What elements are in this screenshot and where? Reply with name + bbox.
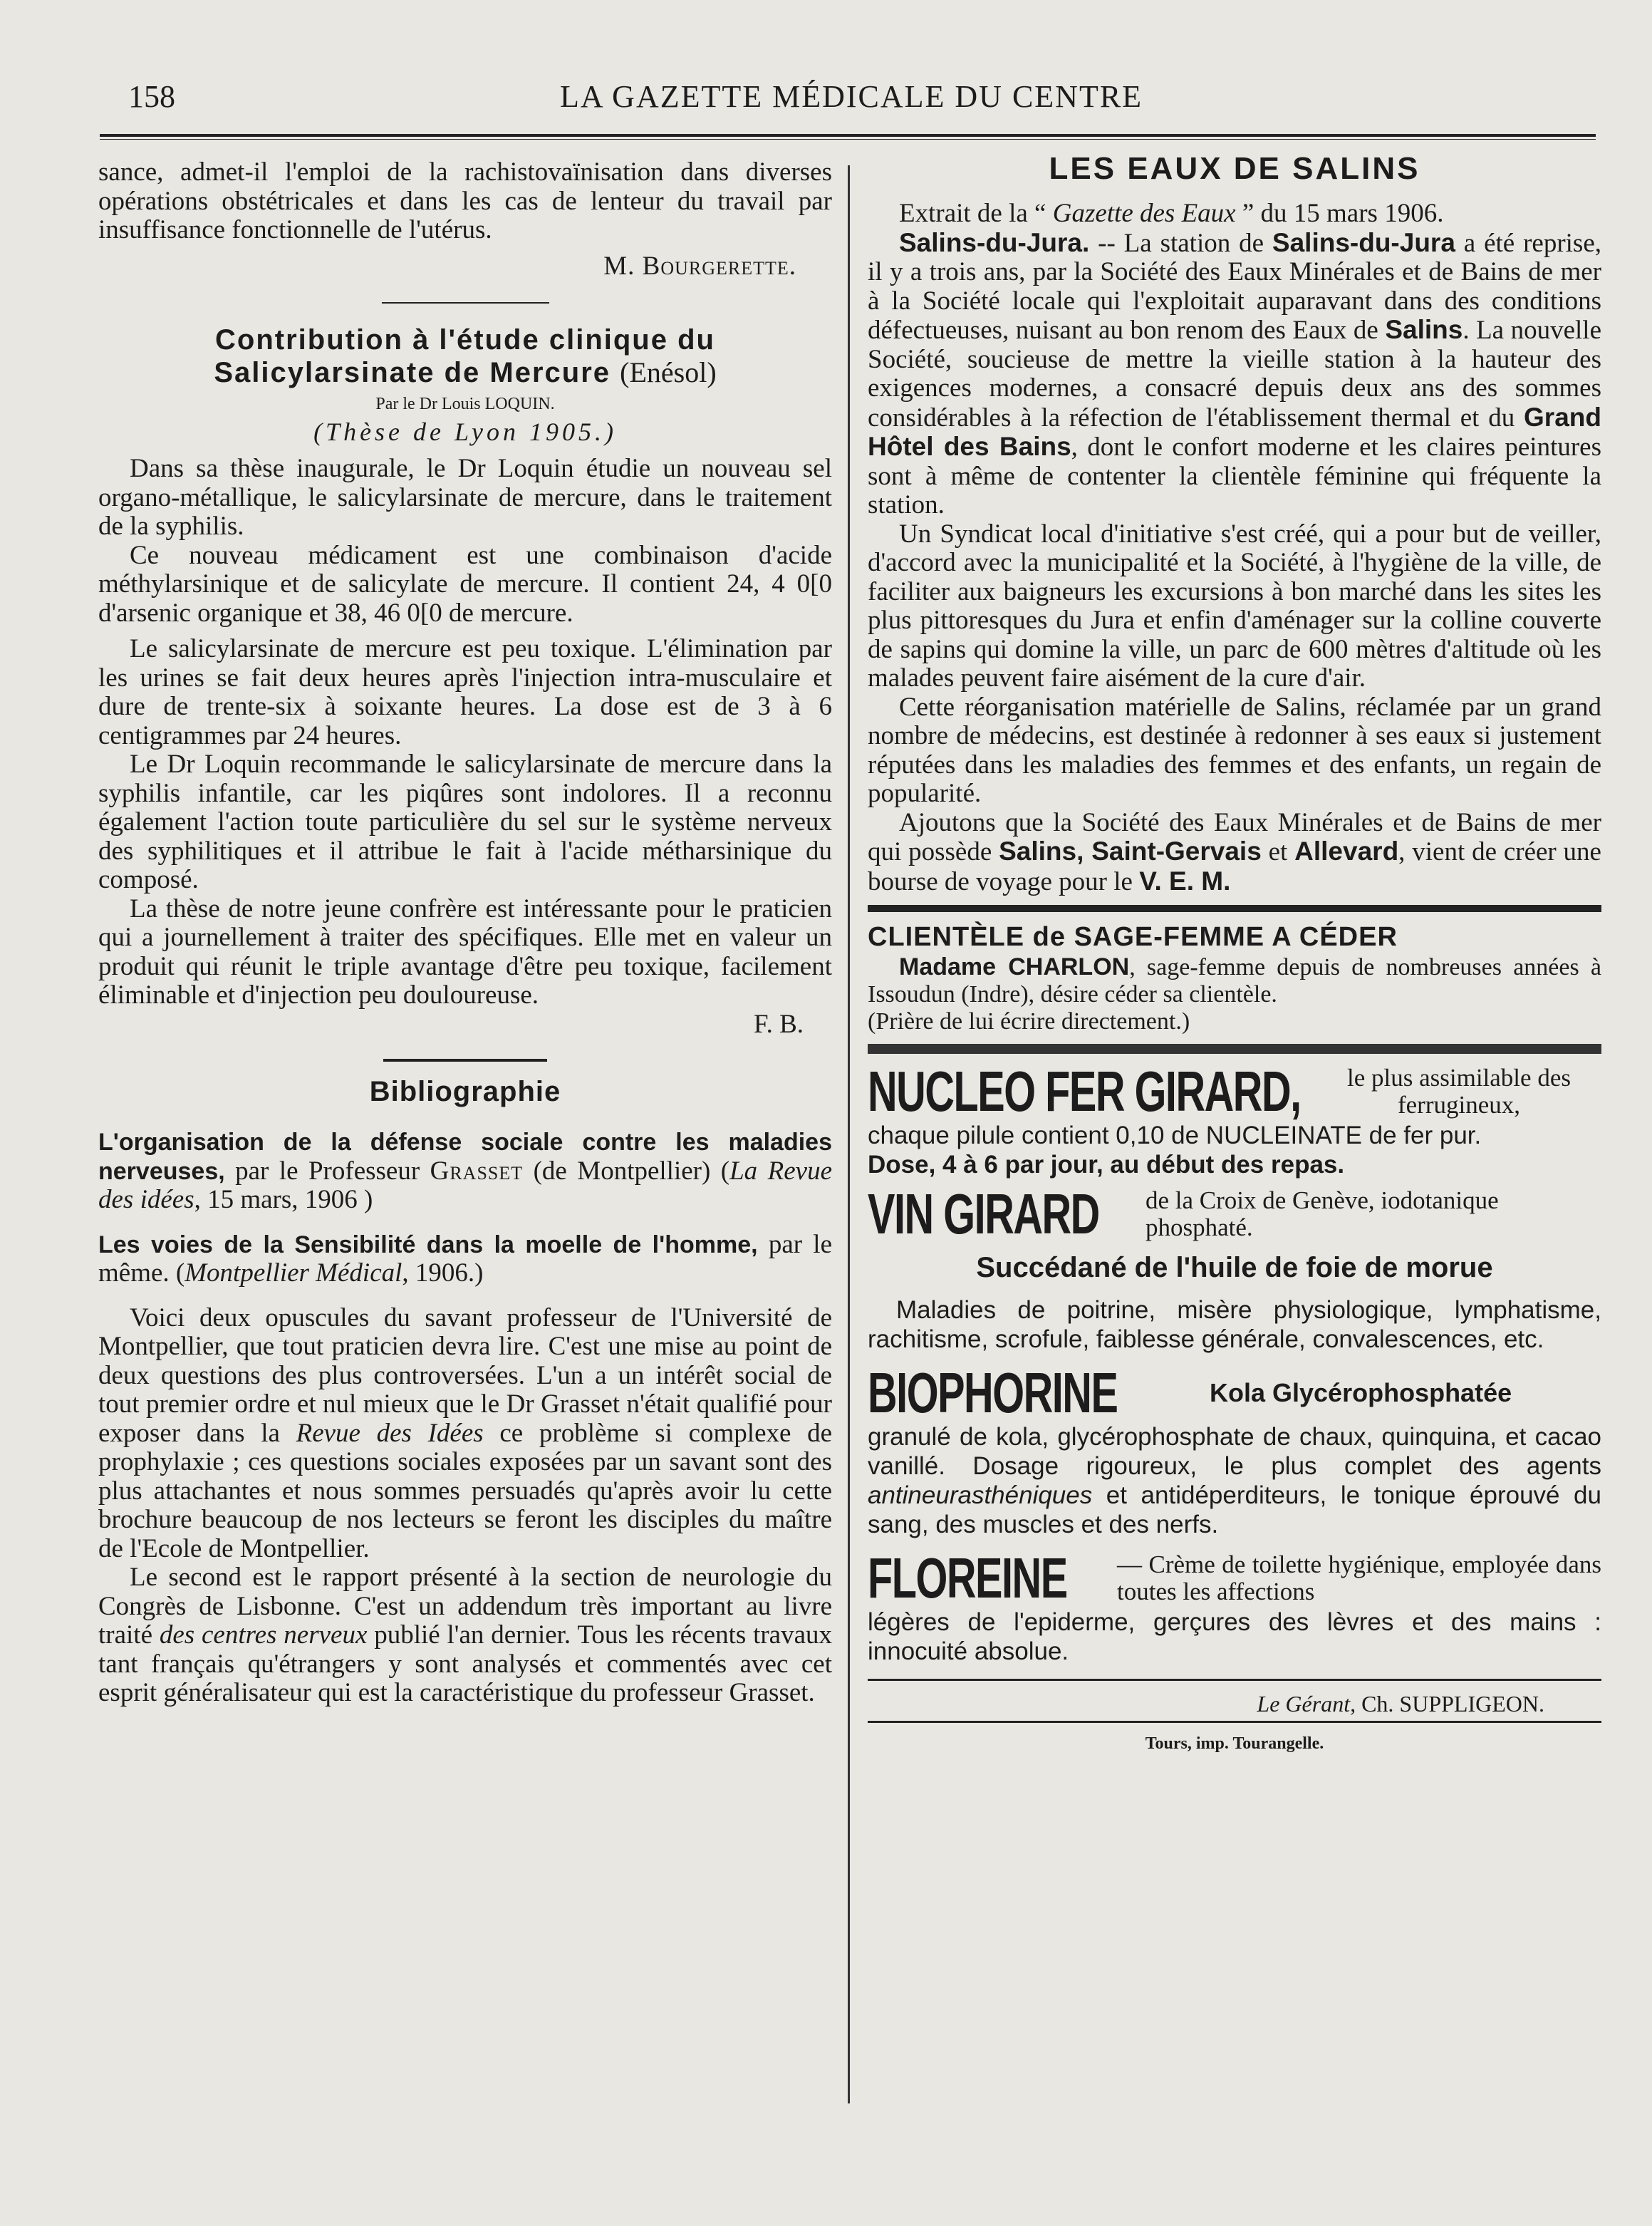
left-column <box>98 158 832 1708</box>
clientele-text: Madame CHARLON, sage-femme depuis de nombreuses années à Issoudun (Indre), désire céder sa clientèle. <box>868 953 1602 1008</box>
vin-subtitle: Succédané de l'huile de foie de morue <box>976 1252 1493 1283</box>
right-column <box>868 151 1601 1754</box>
eaux-title: LES EAUX DE SALINS <box>1049 151 1420 186</box>
nucleo-line: chaque pilule contient 0,10 de NUCLEINATE de fer pur. <box>868 1122 1482 1149</box>
flo-brand: FLOREINE <box>868 1546 1067 1610</box>
bibliography-heading: Bibliographie <box>369 1076 561 1107</box>
eaux-extract-line: Extrait de la “ Gazette des Eaux ” du 15 mars 1906. <box>899 199 1444 228</box>
article-paragraph: Le salicylarsinate de mercure est peu toxique. L'élimination par les urines se fait deux heures après l'injection intra-musculaire et dure de trente-six à soixante heures. La dose est de 3 à 6 centigrammes par 24 heures. <box>98 634 832 750</box>
article-signature: F. B. <box>753 1009 804 1039</box>
column-divider <box>848 165 850 2103</box>
bibliography-item: L'organisation de la défense sociale contre les maladies nerveuses, par le Professeur Grasset (de Montpellier) (La Revue des idées, 15 mars, 1906 ) <box>98 1129 832 1214</box>
bibliography-paragraph: Voici deux opuscules du savant professeur de l'Université de Montpellier, que tout praticien devra lire. C'est une mise au point de deux questions des plus controversées. L'un a un intérêt social de tout premier ordre et nul mieux que le Dr Grasset n'était qualifié pour exposer dans la Revue des Idées ce problème si complexe de prophylaxie ; ces questions sociales exposées par un savant sont des plus attachantes et nous sommes persuadés qu'après avoir lu cette brochure beaucoup de nos lecteurs se feront les disciples du maître de l'Ecole de Montpellier. <box>98 1303 833 1563</box>
vin-ad-header <box>868 1182 1601 1246</box>
bio-text: granulé de kola, glycérophosphate de chaux, quinquina, et cacao vanillé. Dosage rigoureux, le plus complet des agents antineurasthéniques et antidéperditeurs, le tonique éprouvé du sang, des muscles et des nerfs. <box>868 1423 1601 1538</box>
article-byline: Par le Dr Louis LOQUIN. <box>375 395 555 413</box>
intro-paragraph: sance, admet-il l'emploi de la rachistovaïnisation dans diverses opérations obstétricales et dans les cas de lenteur du travail par insuffisance fonctionnelle de l'utérus. <box>98 157 832 244</box>
vin-tagline: de la Croix de Genève, iodotanique phosphaté. <box>1146 1186 1499 1241</box>
eaux-paragraph: Un Syndicat local d'initiative s'est créé, qui a pour but de veiller, d'accord avec la municipalité et la Société, à l'hygiène de la ville, de faciliter aux baigneurs les excursions à bon marché dans les sites les plus pittoresques du Jura et enfin d'aménager sur la colline couverte de sapins qui domine la ville, un parc de 600 mètres d'altitude où les malades peuvent faire aisément de la cure d'air. <box>868 519 1601 693</box>
flo-text: légères de l'epiderme, gerçures des lèvres et des mains : innocuité absolue. <box>868 1608 1601 1665</box>
header-rule <box>100 134 1596 140</box>
page-header <box>100 71 1603 128</box>
clientele-title: CLIENTÈLE de SAGE-FEMME A CÉDER <box>868 922 1398 952</box>
nucleo-dose: Dose, 4 à 6 par jour, au début des repas. <box>868 1151 1345 1179</box>
flo-ad-header <box>868 1546 1601 1610</box>
footer-rule <box>868 1721 1601 1723</box>
page-number: 158 <box>128 79 175 114</box>
eaux-paragraph: Salins-du-Jura. -- La station de Salins-du-Jura a été reprise, il y a trois ans, par la Société des Eaux Minérales et de Bains de mer à la Société locale qui l'exploitait auparavant dans des conditions défectueuses, nuisant au bon renom des Eaux de Salins. La nouvelle Société, soucieuse de mettre la vieille station à la hauteur des exigences modernes, a consacré depuis deux ans des sommes considérables à la réfection de l'établissement thermal et du Grand Hôtel des Bains, dont le confort moderne et les claires peintures sont à même de contenter la clientèle féminine qui fréquente la station. <box>868 227 1602 519</box>
printer-line: Tours, imp. Tourangelle. <box>1145 1734 1324 1753</box>
article-title <box>98 323 832 389</box>
journal-title: LA GAZETTE MÉDICALE DU CENTRE <box>559 79 1143 114</box>
article-title-line-2: Salicylarsinate de Mercure <box>214 357 611 388</box>
intro-signature: M. Bourgerette. <box>603 251 796 281</box>
footer-rule <box>868 1679 1601 1681</box>
bibliography-item: Les voies de la Sensibilité dans la moelle de l'homme, par le même. (Montpellier Médical, 1906.) <box>98 1229 833 1288</box>
vin-brand: VIN GIRARD <box>868 1182 1099 1246</box>
bio-brand: BIOPHORINE <box>868 1361 1118 1424</box>
vin-text: Maladies de poitrine, misère physiologique, lymphatisme, rachitisme, scrofule, faiblesse générale, convalescences, etc. <box>868 1296 1601 1353</box>
article-title-paren: (Enésol) <box>620 356 717 388</box>
ad-separator-rule <box>868 1044 1601 1054</box>
article-title-line-1: Contribution à l'étude clinique du <box>215 324 715 356</box>
nucleo-tagline: le plus assimilable des ferrugineux, <box>1347 1064 1571 1119</box>
flo-tagline: — Crème de toilette hygiénique, employée dans toutes les affections <box>1117 1551 1601 1605</box>
eaux-paragraph: Cette réorganisation matérielle de Salins, réclamée par un grand nombre de médecins, est destinée à redonner à ses eaux si justement réputées dans les maladies des femmes et des enfants, un regain de popularité. <box>868 692 1601 808</box>
ad-separator-rule <box>868 905 1601 912</box>
article-paragraph: Ce nouveau médicament est une combinaison d'acide méthylarsinique et de salicylate de mercure. Il contient 24, 4 0[0 d'arsenic organique et 38, 46 0[0 de mercure. <box>98 540 832 628</box>
article-paragraph: Dans sa thèse inaugurale, le Dr Loquin étudie un nouveau sel organo-métallique, le salicylarsinate de mercure, dans le traitement de la syphilis. <box>98 454 832 541</box>
article-paragraph: Le Dr Loquin recommande le salicylarsinate de mercure dans la syphilis infantile, car les piqûres sont indolores. Il a reconnu également l'action toute particulière du sel sur le système nerveux des syphilitiques et il attribue le fait à l'acide métharsinique du composé. <box>98 750 832 894</box>
clientele-note: (Prière de lui écrire directement.) <box>868 1008 1190 1035</box>
nucleo-ad-header <box>868 1062 1601 1121</box>
bio-ad-header <box>868 1361 1601 1424</box>
eaux-paragraph: Ajoutons que la Société des Eaux Minérales et de Bains de mer qui possède Salins, Saint-Gervais et Allevard, vient de créer une bourse de voyage pour le V. E. M. <box>868 807 1601 896</box>
bibliography-paragraph: Le second est le rapport présenté à la section de neurologie du Congrès de Lisbonne. C'est un addendum très important au livre traité des centres nerveux publié l'an dernier. Tous les récents travaux tant français qu'étrangers y sont analysés et commentés avec cet esprit généralisateur qui est la caractéristique du professeur Grasset. <box>98 1563 833 1707</box>
article-paragraph: La thèse de notre jeune confrère est intéressante pour le praticien qui a journellement à traiter des spécifiques. Elle met en valeur un produit qui réunit le triple avantage d'être peu toxique, facilement éliminable et d'injection peu douloureuse. <box>98 894 832 1010</box>
gerant-line: Le Gérant, Ch. SUPPLIGEON. <box>1257 1691 1544 1717</box>
nucleo-brand: NUCLEO FER GIRARD, <box>868 1060 1301 1123</box>
separator-rule <box>382 302 549 304</box>
bio-tagline: Kola Glycérophosphatée <box>1210 1378 1512 1407</box>
separator-rule <box>383 1059 547 1062</box>
article-thesis-reference: (Thèse de Lyon 1905.) <box>313 418 617 446</box>
